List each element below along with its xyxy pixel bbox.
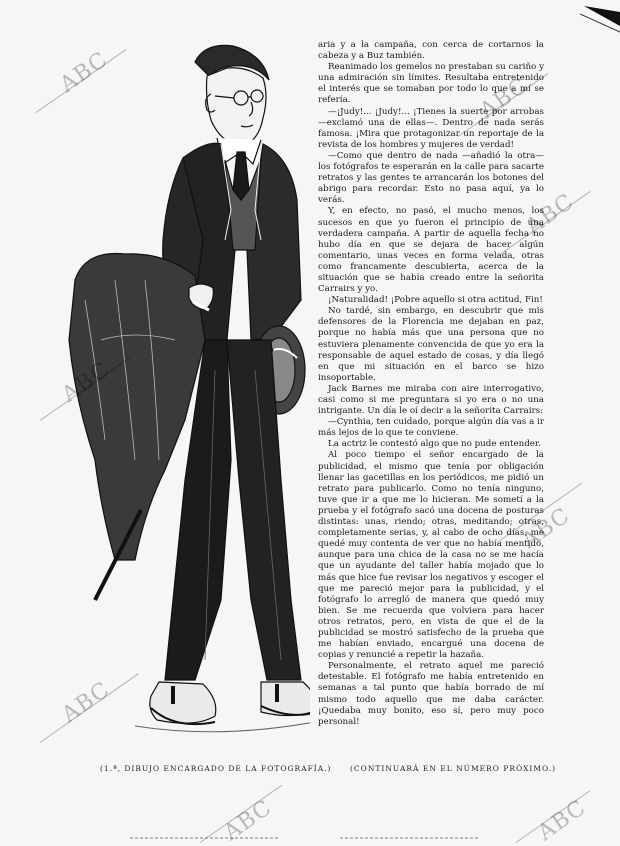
article-paragraph: Reanimado los gemelos no prestaban su cariño y una admiración sin límites. Resultaba entretenido el interés que se tomaban por todo lo que a mí se refería. [318,62,544,106]
article-paragraph: Y, en efecto, no pasó, el mucho menos, los sucesos en que yo fueron el principio de una verdadera campaña. A partir de aquella fecha no hubo día en que se dejara de hacer algún comentario, unas veces en forma velada, otras como francamente descubierta, acerca de la situación que se había creado entre la señorita Carrairs y yo. [318,206,544,295]
continuation-note: (CONTINUARÁ EN EL NÚMERO PRÓXIMO.) [350,764,557,773]
article-paragraph: No tardé, sin embargo, en descubrir que mis defensores de la Florencia me dejaban en paz, porque no había más que una persona que no estuviera plenamente convencida de que yo era la responsable de aquel estado de cosas, y día llegó en que mi situación en el barco se hizo insoportable. [318,306,544,383]
article-text-column [318,40,544,755]
article-paragraph: Jack Barnes me miraba con aire interrogativo, casi como si me preguntara si yo era o no una intrigante. Un día le oí decir a la señorita Carrairs: [318,383,544,417]
watermark-abc: ABC [57,677,115,728]
article-paragraph: —¡Judy!... ¡Judy!... ¡Tienes la suerte por arrobas —exclamó una de ellas—. Dentro de nada serás famosa. ¡Mira que protagonizar un reportaje de la revista de los hombres y mujeres de verdad! [318,106,544,150]
watermark-abc: ABC [57,357,115,408]
illustration-caption: (1.ª, DIBUJO ENCARGADO DE LA FOTOGRAFÍA.) [100,764,332,773]
watermark-abc: ABC [55,47,113,98]
article-paragraph: —Como que dentro de nada —añadió la otra— los fotógrafos te esperarán en la calle para sacarte retratos y las gentes te arrancarán los botones del abrigo para recordar. Esto no pasa aquí, ya lo verás. [318,150,544,206]
article-paragraph: —Cynthia, ten cuidado, porque algún día vas a ir más lejos de lo que te conviene. [318,417,544,439]
watermark-abc: ABC [219,795,277,846]
page-bottom-edge [0,835,620,843]
watermark-abc: ABC [533,795,591,846]
man-in-suit-illustration [55,40,310,760]
watermark-abc: ABC [475,73,533,124]
scan-corner-mark [580,2,620,42]
article-paragraph: aria y a la campaña, con cerca de cortarnos la cabeza y a Buz también. [318,40,544,62]
article-paragraph: Al poco tiempo el señor encargado de la publicidad, el mismo que tenía por obligación llenar las gacetillas en los periódicos, me pidió un retrato para publicarlo. Como no tenía ninguno, tuve que ir a que me lo hicieran. Me sometí a la prueba y el fotógrafo sacó una docena de posturas distintas: unas, riendo; otras, meditando; otras, completamente serias, y, al cabo de ocho días, me quedé muy contenta de ver que no había mentido, aunque para una chica de la casa no se me hacía que un ayudante del taller había mojado que lo más que hice fue revisar los negativos y escoger el que me pareció mejor para la publicidad, y el fotógrafo lo arregló de manera que quedó muy bien. Se me recuerda que volviera para hacer otros retratos, pero, en vista de que el de la publicidad se mostró satisfecho de la prueba que me habían enviado, encargué una docena de copias y renuncié a repetir la hazaña. [318,450,544,661]
watermark-abc: ABC [521,189,579,240]
article-paragraph: ¡Naturalidad! ¡Pobre aquello si otra actitud, Fin! [328,295,543,306]
watermark-abc: ABC [517,503,575,554]
article-paragraph: La actriz le contestó algo que no pude entender. [328,439,541,450]
article-paragraph: Personalmente, el retrato aquel me pareció detestable. El fotógrafo me había entretenido en semanas a tal punto que había borrado de mí mismo todo aquello que me daba carácter. ¡Quedaba muy bonito, eso sí, pero muy poco personal! [318,661,544,727]
